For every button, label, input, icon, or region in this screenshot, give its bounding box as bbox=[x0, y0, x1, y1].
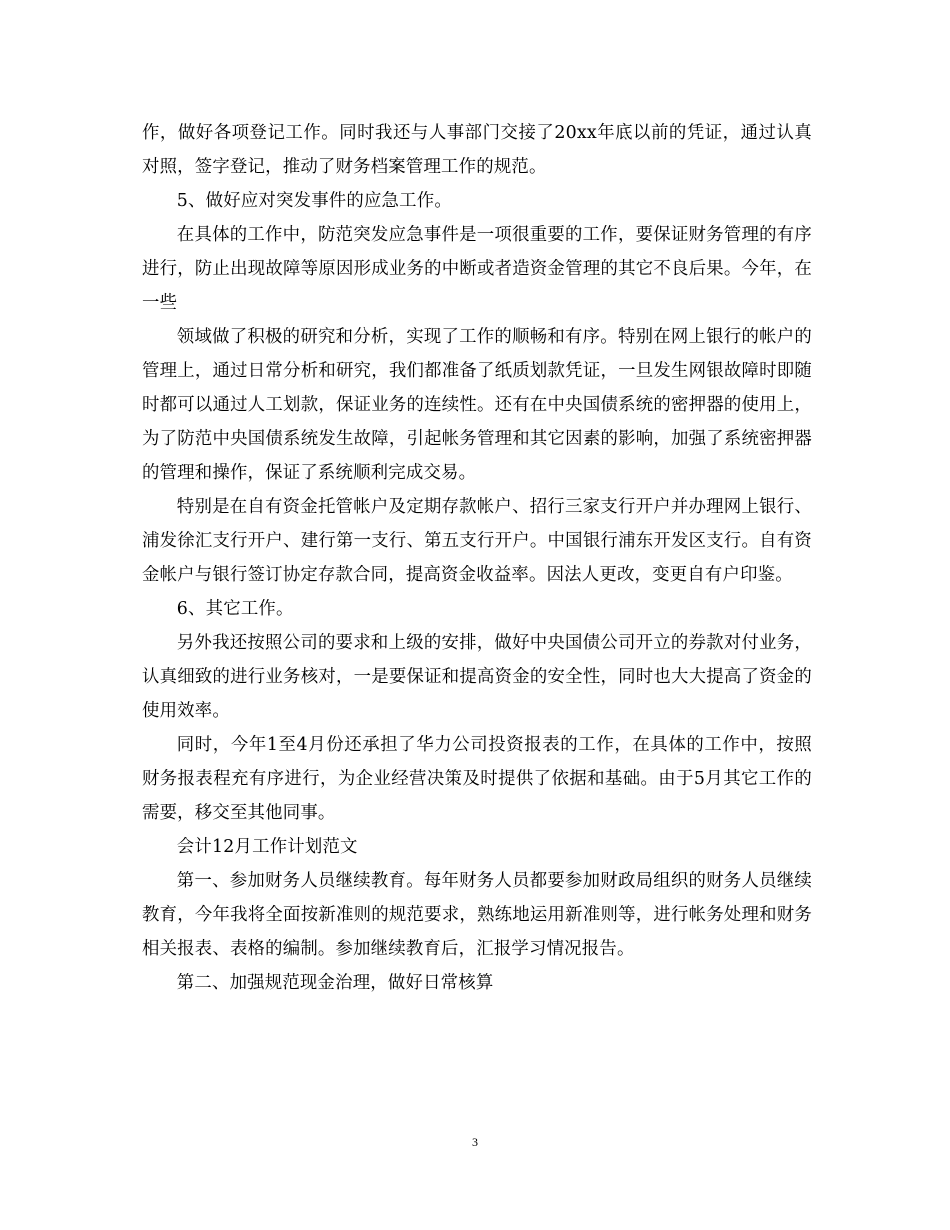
paragraph-dvp-business: 另外我还按照公司的要求和上级的安排，做好中央国债公司开立的券款对付业务，认真细致的进行业务核对，一是要保证和提高资金的安全性，同时也大大提高了资金的使用效率。 bbox=[142, 633, 812, 721]
paragraph-investment-report: 同时，今年1至4月份还承担了华力公司投资报表的工作，在具体的工作中，按照财务报表程充有序进行，为企业经营决策及时提供了依据和基础。由于5月其它工作的需要，移交至其他同事。 bbox=[142, 735, 812, 823]
document-body bbox=[142, 116, 812, 1000]
heading-december-plan: 会计12月工作计划范文 bbox=[176, 837, 358, 857]
paragraph-continuing-education: 第一、参加财务人员继续教育。每年财务人员都要参加财政局组织的财务人员继续教育，今年我将全面按新准则的规范要求，熟练地运用新准则等，进行帐务处理和财务相关报表、表格的编制。参加继续教育后，汇报学习情况报告。 bbox=[142, 871, 812, 959]
paragraph-cash-management: 第二、加强规范现金治理，做好日常核算 bbox=[176, 973, 494, 993]
heading-other-work: 6、其它工作。 bbox=[176, 599, 294, 619]
heading-emergency-work: 5、做好应对突发事件的应急工作。 bbox=[176, 191, 452, 211]
paragraph-emergency-prevention: 在具体的工作中，防范突发应急事件是一项很重要的工作，要保证财务管理的有序进行，防止出现故障等原因形成业务的中断或者造资金管理的其它不良后果。今年，在一些 bbox=[142, 225, 812, 313]
paragraph-bank-accounts: 特别是在自有资金托管帐户及定期存款帐户、招行三家支行开户并办理网上银行、浦发徐汇支行开户、建行第一支行、第五支行开户。中国银行浦东开发区支行。自有资金帐户与银行签订协定存款合同，提高资金收益率。因法人更改，变更自有户印鉴。 bbox=[142, 497, 812, 585]
paragraph-archive-handover: 作，做好各项登记工作。同时我还与人事部门交接了20xx年底以前的凭证，通过认真对照，签字登记，推动了财务档案管理工作的规范。 bbox=[142, 123, 812, 177]
paragraph-online-banking: 领域做了积极的研究和分析，实现了工作的顺畅和有序。特别在网上银行的帐户的管理上，通过日常分析和研究，我们都准备了纸质划款凭证，一旦发生网银故障时即随时都可以通过人工划款，保证业务的连续性。还有在中央国债系统的密押器的使用上，为了防范中央国债系统发生故障，引起帐务管理和其它因素的影响，加强了系统密押器的管理和操作，保证了系统顺利完成交易。 bbox=[142, 327, 812, 483]
page-number: 3 bbox=[472, 1135, 478, 1149]
